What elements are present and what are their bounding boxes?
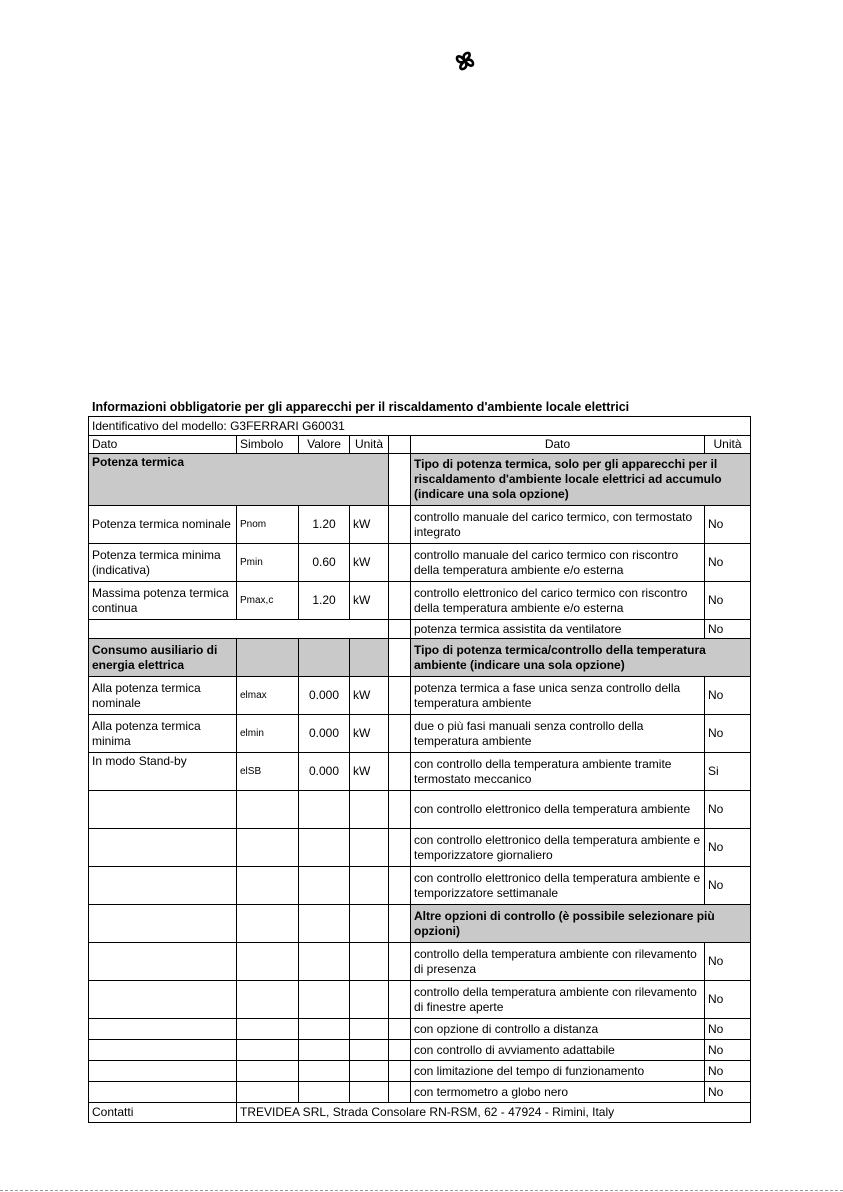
- row-dato: Potenza termica minima (indicativa): [89, 544, 237, 582]
- col-header-valore: Valore: [299, 436, 350, 454]
- row-simbolo: Pmin: [237, 544, 299, 582]
- empty-cell: [237, 1082, 299, 1103]
- row-option: controllo elettronico del carico termico con riscontro della temperatura ambiente e/o esterna: [411, 582, 705, 620]
- row-option: con limitazione del tempo di funzionamento: [411, 1061, 705, 1082]
- empty-cell: [89, 981, 237, 1019]
- row-valore: [299, 867, 350, 905]
- contacts-label: Contatti: [89, 1103, 237, 1123]
- spacer-cell: [389, 582, 411, 620]
- empty-cell: [237, 1019, 299, 1040]
- model-identifier: Identificativo del modello: G3FERRARI G60031: [89, 417, 751, 436]
- spacer-cell: [389, 544, 411, 582]
- row-valore: 1.20: [299, 506, 350, 544]
- row-option: con opzione di controllo a distanza: [411, 1019, 705, 1040]
- col-header-dato: Dato: [89, 436, 237, 454]
- row-unita: kW: [350, 715, 389, 753]
- empty-cell: [350, 943, 389, 981]
- spacer-cell: [389, 981, 411, 1019]
- row-option: con controllo della temperatura ambiente tramite termostato meccanico: [411, 753, 705, 791]
- row-unita: kW: [350, 677, 389, 715]
- spacer-cell: [389, 677, 411, 715]
- row-unita: [350, 791, 389, 829]
- row-option: con controllo elettronico della temperatura ambiente: [411, 791, 705, 829]
- row-option-value: No: [705, 582, 751, 620]
- row-option-value: No: [705, 677, 751, 715]
- row-unita: kW: [350, 544, 389, 582]
- empty-cell: [299, 905, 350, 943]
- four-petal-logo-icon: [453, 49, 477, 73]
- row-simbolo: Pnom: [237, 506, 299, 544]
- table-row: [89, 753, 751, 791]
- row-option-value: No: [705, 981, 751, 1019]
- row-valore: 0.60: [299, 544, 350, 582]
- empty-cell: [89, 620, 389, 639]
- row-option: controllo manuale del carico termico, con termostato integrato: [411, 506, 705, 544]
- row-option-value: No: [705, 829, 751, 867]
- row-option: controllo manuale del carico termico con riscontro della temperatura ambiente e/o esterna: [411, 544, 705, 582]
- page-bottom-edge: [0, 1190, 843, 1191]
- empty-cell: [299, 639, 350, 677]
- table-row: [89, 677, 751, 715]
- row-valore: 0.000: [299, 715, 350, 753]
- empty-cell: [89, 1019, 237, 1040]
- empty-cell: [237, 943, 299, 981]
- row-dato: [89, 829, 237, 867]
- row-option-value: No: [705, 715, 751, 753]
- spacer-cell: [389, 715, 411, 753]
- row-dato: Alla potenza termica minima: [89, 715, 237, 753]
- row-simbolo: [237, 829, 299, 867]
- row-unita: [350, 829, 389, 867]
- row-option-value: No: [705, 1082, 751, 1103]
- row-option-value: No: [705, 943, 751, 981]
- contacts-row: [89, 1103, 751, 1123]
- section-row-altre-opzioni: [89, 905, 751, 943]
- spacer-cell: [389, 1061, 411, 1082]
- row-simbolo: elmax: [237, 677, 299, 715]
- table-row: [89, 544, 751, 582]
- empty-cell: [350, 905, 389, 943]
- row-option-value: No: [705, 1061, 751, 1082]
- empty-cell: [89, 1082, 237, 1103]
- empty-cell: [350, 639, 389, 677]
- empty-cell: [350, 1040, 389, 1061]
- row-valore: [299, 829, 350, 867]
- row-option: potenza termica assistita da ventilatore: [411, 620, 705, 639]
- row-option: con termometro a globo nero: [411, 1082, 705, 1103]
- table-row: [89, 867, 751, 905]
- row-simbolo: Pmax,c: [237, 582, 299, 620]
- row-option: potenza termica a fase unica senza controllo della temperatura ambiente: [411, 677, 705, 715]
- row-valore: [299, 791, 350, 829]
- header-row: [89, 436, 751, 454]
- model-row: [89, 417, 751, 436]
- row-unita: kW: [350, 506, 389, 544]
- spacer-cell: [389, 639, 411, 677]
- spacer-cell: [389, 506, 411, 544]
- spacer-cell: [389, 791, 411, 829]
- empty-cell: [237, 905, 299, 943]
- spacer-cell: [389, 1040, 411, 1061]
- table-row: [89, 943, 751, 981]
- col-header-unita: Unità: [350, 436, 389, 454]
- section-title-controllo-temperatura: Tipo di potenza termica/controllo della temperatura ambiente (indicare una sola opzione): [411, 639, 751, 677]
- table-row: [89, 620, 751, 639]
- row-option-value: No: [705, 1019, 751, 1040]
- table-row: [89, 829, 751, 867]
- row-dato: In modo Stand-by: [89, 753, 237, 791]
- spacer-cell: [389, 753, 411, 791]
- empty-cell: [350, 1082, 389, 1103]
- row-dato: Alla potenza termica nominale: [89, 677, 237, 715]
- row-option: con controllo elettronico della temperatura ambiente e temporizzatore giornaliero: [411, 829, 705, 867]
- empty-cell: [350, 981, 389, 1019]
- col-header-simbolo: Simbolo: [237, 436, 299, 454]
- table-row: [89, 791, 751, 829]
- row-option-value: No: [705, 791, 751, 829]
- row-simbolo: [237, 791, 299, 829]
- row-valore: 0.000: [299, 677, 350, 715]
- row-option: controllo della temperatura ambiente con rilevamento di presenza: [411, 943, 705, 981]
- col-header-dato-right: Dato: [411, 436, 705, 454]
- row-option-value: No: [705, 620, 751, 639]
- empty-cell: [350, 1061, 389, 1082]
- col-header-unita-right: Unità: [705, 436, 751, 454]
- empty-cell: [89, 1040, 237, 1061]
- spacer-cell: [389, 905, 411, 943]
- specification-table: [88, 416, 751, 1123]
- empty-cell: [237, 639, 299, 677]
- row-option-value: No: [705, 544, 751, 582]
- row-unita: [350, 867, 389, 905]
- table-row: [89, 715, 751, 753]
- empty-cell: [89, 943, 237, 981]
- spacer-cell: [389, 436, 411, 454]
- spacer-cell: [389, 620, 411, 639]
- row-unita: kW: [350, 582, 389, 620]
- empty-cell: [350, 1019, 389, 1040]
- spacer-cell: [389, 829, 411, 867]
- spacer-cell: [389, 1019, 411, 1040]
- section-row-potenza: [89, 454, 751, 506]
- row-valore: 1.20: [299, 582, 350, 620]
- document-heading: Informazioni obbligatorie per gli apparecchi per il riscaldamento d'ambiente locale elettrici: [92, 400, 630, 414]
- spacer-cell: [389, 867, 411, 905]
- row-option-value: No: [705, 1040, 751, 1061]
- empty-cell: [299, 1019, 350, 1040]
- table-row: [89, 1082, 751, 1103]
- section-row-consumo: [89, 639, 751, 677]
- spacer-cell: [389, 454, 411, 506]
- table-row: [89, 1019, 751, 1040]
- section-title-tipo-potenza: Tipo di potenza termica, solo per gli apparecchi per il riscaldamento d'ambiente locale elettrici ad accumulo (indicare una sola opzione): [411, 454, 751, 506]
- empty-cell: [237, 981, 299, 1019]
- empty-cell: [299, 981, 350, 1019]
- row-option: con controllo di avviamento adattabile: [411, 1040, 705, 1061]
- row-dato: Massima potenza termica continua: [89, 582, 237, 620]
- empty-cell: [89, 1061, 237, 1082]
- row-option-value: No: [705, 867, 751, 905]
- empty-cell: [237, 1061, 299, 1082]
- empty-cell: [299, 1082, 350, 1103]
- spacer-cell: [389, 1082, 411, 1103]
- row-unita: kW: [350, 753, 389, 791]
- table-row: [89, 506, 751, 544]
- row-dato: Potenza termica nominale: [89, 506, 237, 544]
- empty-cell: [89, 905, 237, 943]
- table-row: [89, 582, 751, 620]
- empty-cell: [299, 943, 350, 981]
- section-title-altre-opzioni: Altre opzioni di controllo (è possibile selezionare più opzioni): [411, 905, 751, 943]
- contacts-value: TREVIDEA SRL, Strada Consolare RN-RSM, 62 - 47924 - Rimini, Italy: [237, 1103, 751, 1123]
- table-row: [89, 981, 751, 1019]
- row-simbolo: elmin: [237, 715, 299, 753]
- row-dato: [89, 791, 237, 829]
- row-dato: [89, 867, 237, 905]
- row-option-value: Si: [705, 753, 751, 791]
- section-title-potenza-termica: Potenza termica: [89, 454, 389, 506]
- empty-cell: [299, 1040, 350, 1061]
- row-option: con controllo elettronico della temperatura ambiente e temporizzatore settimanale: [411, 867, 705, 905]
- empty-cell: [299, 1061, 350, 1082]
- row-valore: 0.000: [299, 753, 350, 791]
- row-option-value: No: [705, 506, 751, 544]
- row-option: controllo della temperatura ambiente con rilevamento di finestre aperte: [411, 981, 705, 1019]
- empty-cell: [237, 1040, 299, 1061]
- spacer-cell: [389, 943, 411, 981]
- section-title-consumo-ausiliario: Consumo ausiliario di energia elettrica: [89, 639, 237, 677]
- table-row: [89, 1061, 751, 1082]
- row-option: due o più fasi manuali senza controllo della temperatura ambiente: [411, 715, 705, 753]
- row-simbolo: elSB: [237, 753, 299, 791]
- row-simbolo: [237, 867, 299, 905]
- table-row: [89, 1040, 751, 1061]
